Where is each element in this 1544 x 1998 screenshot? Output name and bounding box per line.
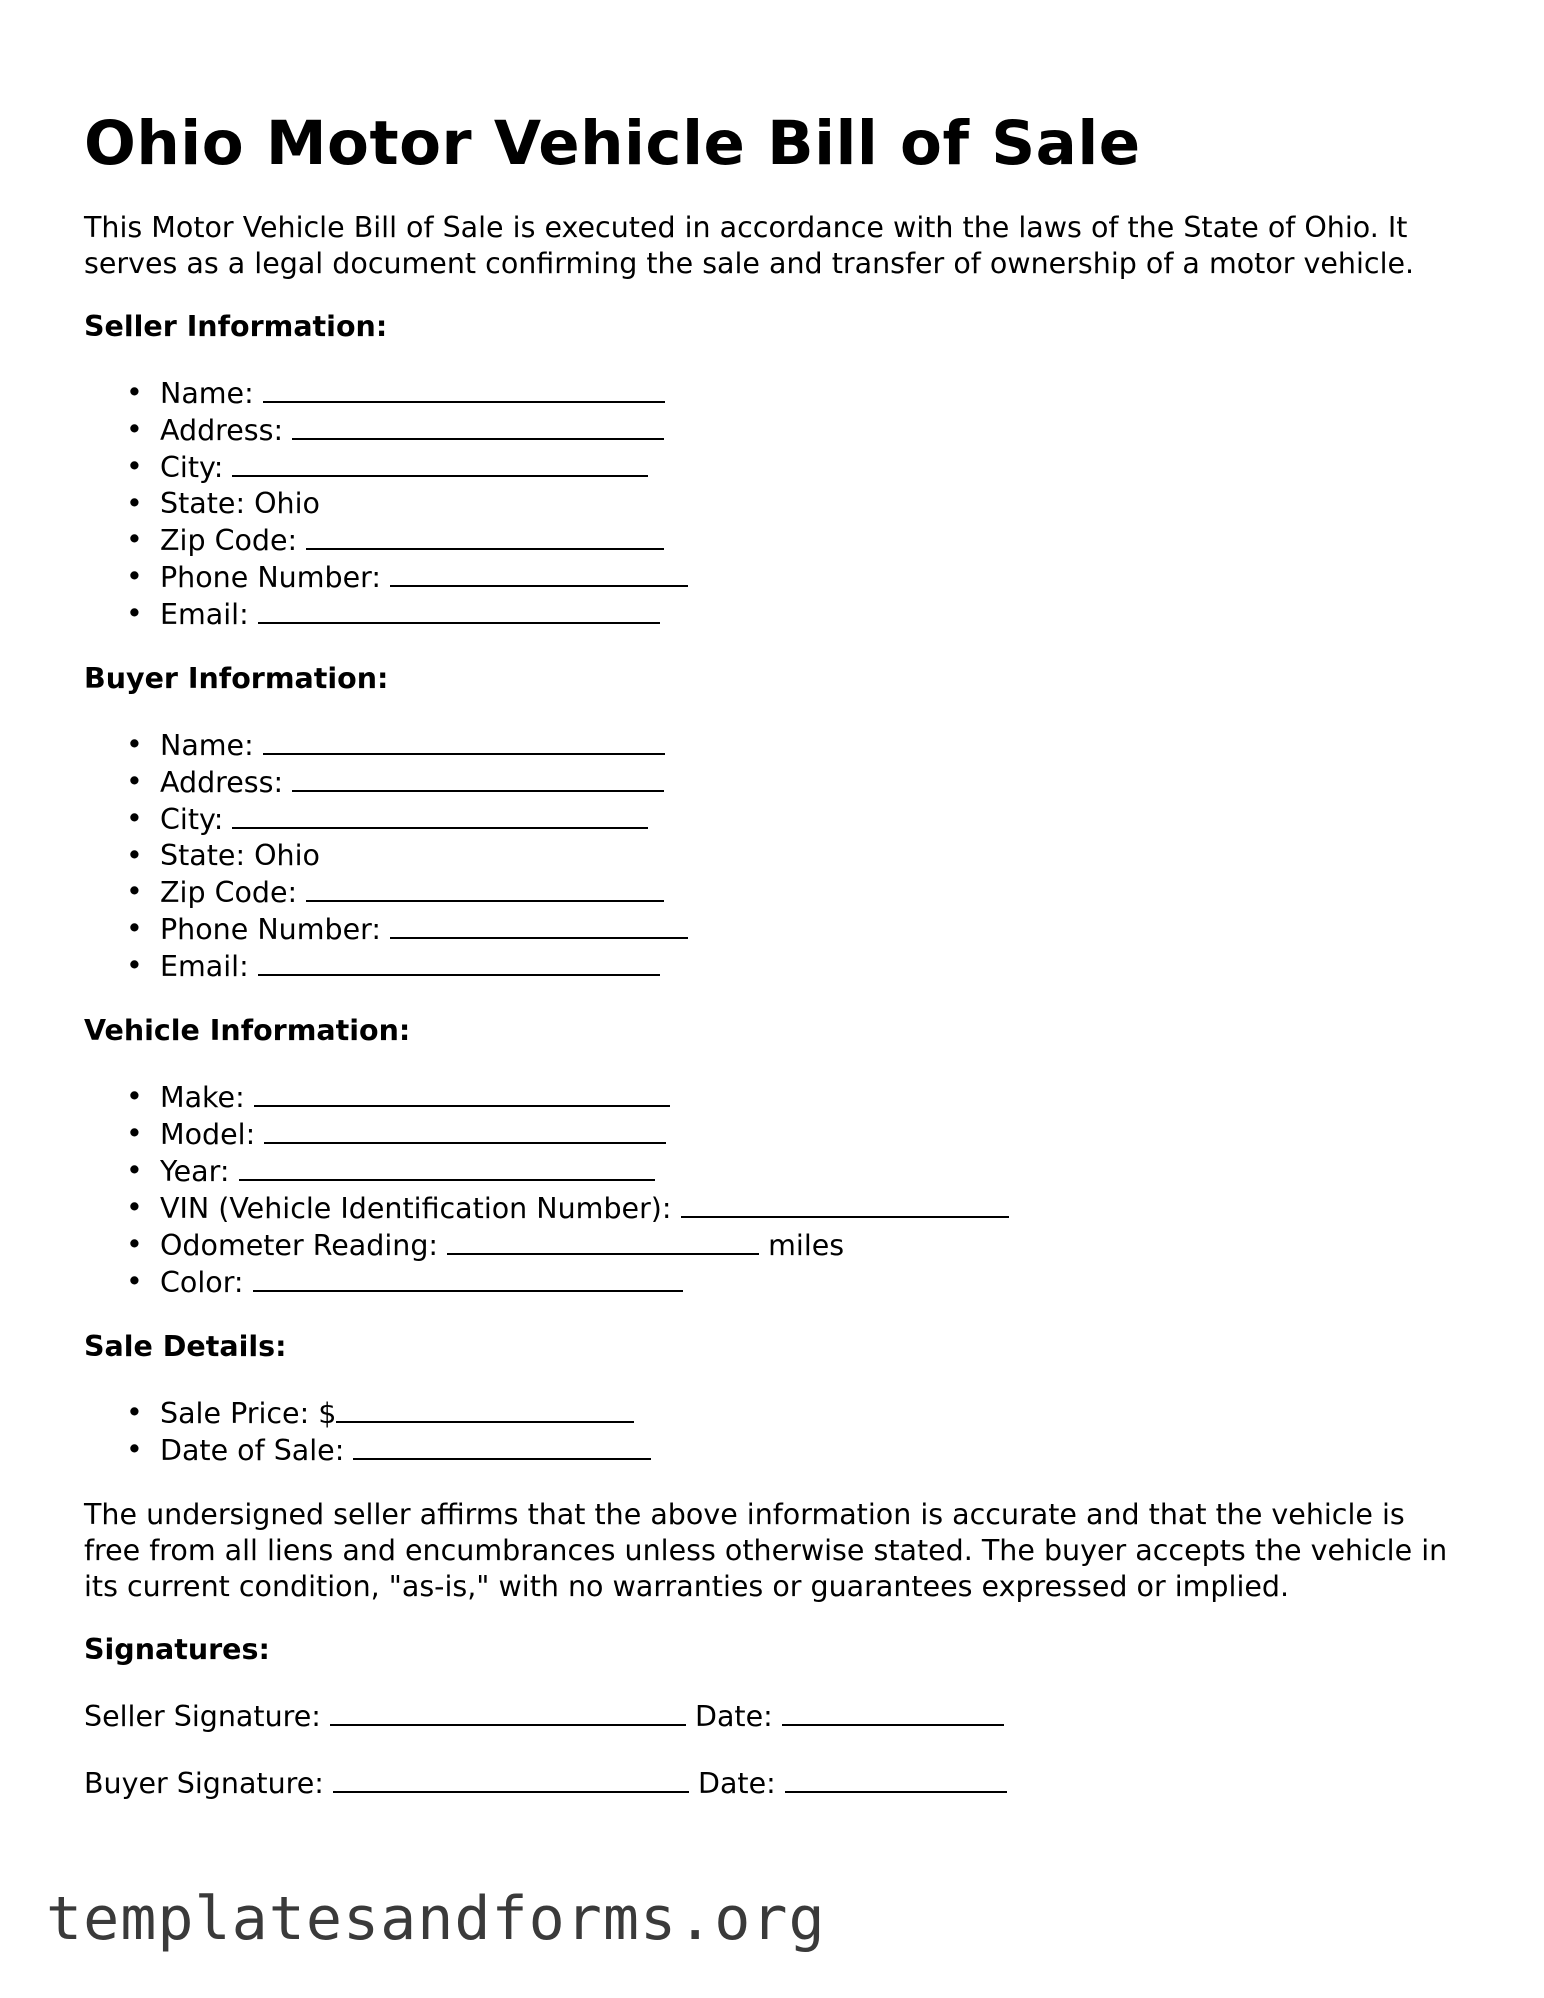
seller-zip-blank[interactable]	[306, 522, 664, 550]
vehicle-year-label: Year:	[160, 1155, 230, 1188]
buyer-phone-label: Phone Number:	[160, 913, 381, 946]
buyer-signature-row	[84, 1765, 1464, 1802]
vehicle-odometer-unit: miles	[768, 1229, 845, 1262]
buyer-date-label: Date:	[698, 1767, 776, 1800]
buyer-name-label: Name:	[160, 729, 254, 762]
buyer-phone-blank[interactable]	[390, 911, 688, 939]
vehicle-vin-blank[interactable]	[681, 1190, 1009, 1218]
buyer-phone-item	[160, 911, 1464, 948]
intro-paragraph: This Motor Vehicle Bill of Sale is executed in accordance with the laws of the State of Ohio. It serves as a legal document confirming the sale and transfer of ownership of a motor vehicle.	[84, 211, 1415, 280]
vehicle-year-item	[160, 1153, 1464, 1190]
vehicle-model-blank[interactable]	[264, 1116, 666, 1144]
seller-city-blank[interactable]	[232, 449, 648, 477]
buyer-city-blank[interactable]	[232, 801, 648, 829]
buyer-date-blank[interactable]	[785, 1765, 1007, 1793]
sale-date-blank[interactable]	[353, 1432, 651, 1460]
vehicle-year-blank[interactable]	[239, 1153, 655, 1181]
seller-name-item	[160, 375, 1464, 412]
watermark-text: templatesandforms.org	[46, 1884, 826, 1954]
seller-phone-label: Phone Number:	[160, 561, 381, 594]
vehicle-heading: Vehicle Information:	[84, 1014, 411, 1047]
seller-state-item	[160, 486, 1464, 522]
buyer-field-list	[84, 727, 1464, 985]
seller-state-text: State: Ohio	[160, 487, 320, 520]
buyer-address-label: Address:	[160, 766, 284, 799]
buyer-email-item	[160, 948, 1464, 985]
seller-address-item	[160, 412, 1464, 449]
seller-email-blank[interactable]	[258, 596, 660, 624]
buyer-name-blank[interactable]	[263, 727, 665, 755]
buyer-zip-label: Zip Code:	[160, 876, 298, 909]
buyer-address-blank[interactable]	[292, 764, 664, 792]
vehicle-color-label: Color:	[160, 1266, 244, 1299]
vehicle-make-item	[160, 1079, 1464, 1116]
seller-heading: Seller Information:	[84, 310, 388, 343]
seller-city-label: City:	[160, 451, 224, 484]
buyer-name-item	[160, 727, 1464, 764]
buyer-zip-blank[interactable]	[306, 874, 664, 902]
seller-address-label: Address:	[160, 414, 284, 447]
seller-signature-row	[84, 1698, 1464, 1735]
sale-date-item	[160, 1432, 1464, 1469]
vehicle-field-list	[84, 1079, 1464, 1301]
seller-email-label: Email:	[160, 598, 249, 631]
buyer-city-item	[160, 801, 1464, 838]
buyer-address-item	[160, 764, 1464, 801]
seller-email-item	[160, 596, 1464, 633]
seller-phone-item	[160, 559, 1464, 596]
seller-date-blank[interactable]	[782, 1698, 1004, 1726]
buyer-signature-label: Buyer Signature:	[84, 1767, 324, 1800]
document-page	[84, 104, 1464, 1832]
sale-heading: Sale Details:	[84, 1330, 287, 1363]
vehicle-model-label: Model:	[160, 1118, 256, 1151]
seller-date-label: Date:	[695, 1700, 773, 1733]
sale-price-blank[interactable]	[336, 1395, 634, 1423]
vehicle-color-item	[160, 1264, 1464, 1301]
sale-field-list	[84, 1395, 1464, 1469]
vehicle-make-label: Make:	[160, 1081, 245, 1114]
seller-address-blank[interactable]	[292, 412, 664, 440]
seller-field-list	[84, 375, 1464, 633]
buyer-heading: Buyer Information:	[84, 662, 389, 695]
buyer-state-item	[160, 838, 1464, 874]
seller-name-label: Name:	[160, 377, 254, 410]
vehicle-odometer-blank[interactable]	[447, 1227, 759, 1255]
seller-zip-item	[160, 522, 1464, 559]
buyer-city-label: City:	[160, 803, 224, 836]
seller-zip-label: Zip Code:	[160, 524, 298, 557]
affirmation-paragraph: The undersigned seller affirms that the above information is accurate and that the vehicle is free from all liens and encumbrances unless otherwise stated. The buyer accepts the vehicle in its current condition, "as-is," with no warranties or guarantees expressed or implied.	[84, 1498, 1448, 1603]
seller-city-item	[160, 449, 1464, 486]
sale-price-item	[160, 1395, 1464, 1432]
seller-phone-blank[interactable]	[390, 559, 688, 587]
buyer-signature-blank[interactable]	[333, 1765, 689, 1793]
seller-signature-label: Seller Signature:	[84, 1700, 321, 1733]
seller-signature-blank[interactable]	[330, 1698, 686, 1726]
sale-price-label: Sale Price: $	[160, 1397, 337, 1430]
vehicle-vin-label: VIN (Vehicle Identification Number):	[160, 1192, 672, 1225]
vehicle-make-blank[interactable]	[254, 1079, 670, 1107]
vehicle-odometer-label: Odometer Reading:	[160, 1229, 439, 1262]
vehicle-vin-item	[160, 1190, 1464, 1227]
vehicle-model-item	[160, 1116, 1464, 1153]
buyer-state-text: State: Ohio	[160, 839, 320, 872]
buyer-email-label: Email:	[160, 950, 249, 983]
page-title: Ohio Motor Vehicle Bill of Sale	[84, 108, 1141, 179]
buyer-email-blank[interactable]	[258, 948, 660, 976]
sale-date-label: Date of Sale:	[160, 1434, 345, 1467]
vehicle-color-blank[interactable]	[253, 1264, 683, 1292]
buyer-zip-item	[160, 874, 1464, 911]
signatures-heading: Signatures:	[84, 1633, 270, 1666]
vehicle-odometer-item	[160, 1227, 1464, 1264]
seller-name-blank[interactable]	[263, 375, 665, 403]
